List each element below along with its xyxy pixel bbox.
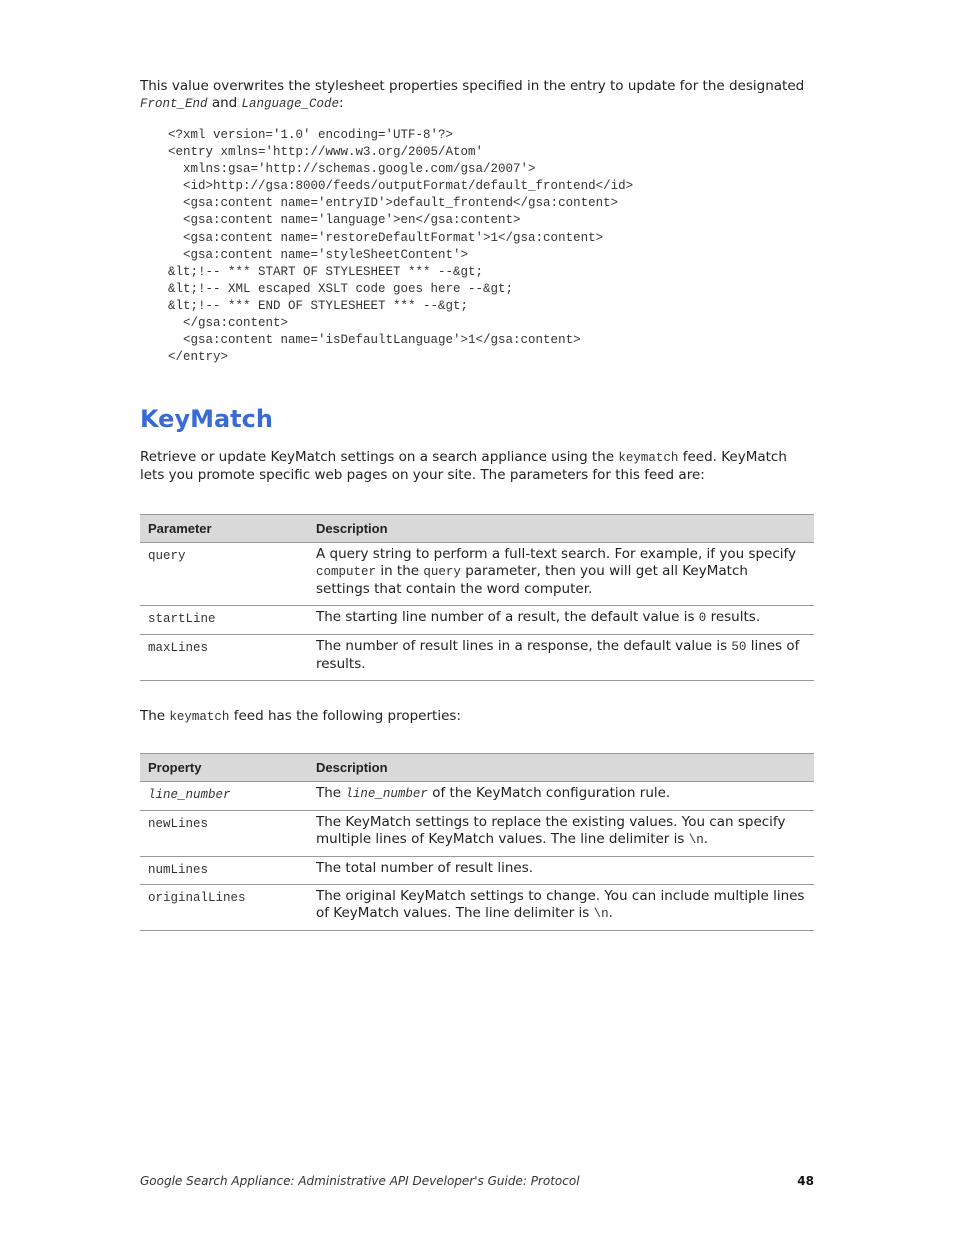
description-text: The KeyMatch settings to replace the existing values. You can specify multiple lines of KeyMatch values. The line delimiter is xyxy=(316,814,786,848)
property-description xyxy=(308,857,814,885)
intro-colon: : xyxy=(339,95,344,111)
table-row xyxy=(140,811,814,857)
xml-code-block: <?xml version='1.0' encoding='UTF-8'?> <entry xmlns='http://www.w3.org/2005/Atom' xmlns:gsa='http://schemas.google.com/gsa/2007'> <id>http://gsa:8000/feeds/outputFormat/default_frontend</id> <gsa:content name='entryID'>default_frontend</gsa:content> <gsa:content name='language'>en</gsa:content> <gsa:content name='restoreDefaultFormat'>1</gsa:content> <gsa:content name='styleSheetContent'> &lt;!-- *** START OF STYLESHEET *** --&gt; &lt;!-- XML escaped XSLT code goes here --&gt; &lt;!-- *** END OF STYLESHEET *** --&gt; </gsa:content> <gsa:content name='isDefaultLanguage'>1</gsa:content> </entry> xyxy=(168,128,634,365)
description-text: results. xyxy=(710,609,761,626)
description-text: The number of result lines in a response, the default value is xyxy=(316,638,728,655)
table-row xyxy=(140,885,814,931)
page-number: 48 xyxy=(797,1174,814,1188)
parameter-name-text: maxLines xyxy=(148,641,209,656)
description-column-header: Description xyxy=(308,754,814,782)
parameter-name-text: query xyxy=(148,549,186,564)
inline-code: query xyxy=(423,565,461,580)
description-text: . xyxy=(703,831,709,848)
description-text: A query string to perform a full-text search. For example, if you specify xyxy=(316,546,797,563)
page-content xyxy=(140,78,814,931)
keymatch-description xyxy=(140,449,814,484)
property-description xyxy=(308,885,814,931)
description-column-header: Description xyxy=(308,515,814,543)
description-text: . xyxy=(608,905,613,922)
properties-table xyxy=(140,753,814,931)
desc-text-1: Retrieve or update KeyMatch settings on a search appliance using the xyxy=(140,449,615,466)
parameter-description xyxy=(308,635,814,681)
property-name-text: numLines xyxy=(148,863,209,878)
table-header-row xyxy=(140,754,814,782)
table-row xyxy=(140,782,814,811)
page-footer xyxy=(140,1174,814,1188)
table-header-row xyxy=(140,515,814,543)
description-text: lines of results. xyxy=(316,638,800,673)
inline-code: \n xyxy=(688,833,704,848)
table-row xyxy=(140,543,814,606)
property-name-text: newLines xyxy=(148,817,209,832)
parameter-name xyxy=(140,543,308,606)
section-heading: KeyMatch xyxy=(140,405,273,434)
language-code-code: Language_Code xyxy=(241,97,340,111)
inline-code: \n xyxy=(593,907,609,922)
intro-paragraph xyxy=(140,78,814,113)
keymatch-code: keymatch xyxy=(169,710,230,725)
description-text: of the KeyMatch configuration rule. xyxy=(432,785,671,802)
parameter-name xyxy=(140,635,308,681)
inline-code: computer xyxy=(316,565,377,580)
inline-code: line_number xyxy=(345,787,428,802)
property-name-text: originalLines xyxy=(148,891,246,906)
description-text: The total number of result lines. xyxy=(316,860,534,877)
property-name-text: line_number xyxy=(148,788,231,803)
inline-code: 50 xyxy=(731,640,747,655)
parameter-column-header: Parameter xyxy=(140,515,308,543)
intro-text: This value overwrites the stylesheet properties specified in the entry to update for the designated xyxy=(140,78,805,94)
table-row xyxy=(140,635,814,681)
intro-and: and xyxy=(211,95,238,111)
parameter-description xyxy=(308,543,814,606)
parameter-name xyxy=(140,606,308,635)
property-name xyxy=(140,782,308,811)
description-text: parameter, then you will get all KeyMatch settings that contain the word computer. xyxy=(316,563,748,598)
description-text: The original KeyMatch settings to change. You can include multiple lines of KeyMatch values. The line delimiter is xyxy=(316,888,805,922)
desc-text-2: feed. KeyMatch lets you promote specific web pages on your site. The parameters for this feed are: xyxy=(140,449,787,484)
property-name xyxy=(140,857,308,885)
description-text: The xyxy=(316,785,342,802)
properties-text-2: feed has the following properties: xyxy=(233,708,461,725)
property-description xyxy=(308,782,814,811)
property-description xyxy=(308,811,814,857)
parameter-name-text: startLine xyxy=(148,612,216,627)
description-text: The starting line number of a result, the default value is xyxy=(316,609,695,626)
properties-intro xyxy=(140,708,814,726)
inline-code: 0 xyxy=(698,611,707,626)
front-end-code: Front_End xyxy=(140,97,208,111)
parameter-description xyxy=(308,606,814,635)
table-row xyxy=(140,857,814,885)
property-name xyxy=(140,885,308,931)
footer-title: Google Search Appliance: Administrative API Developer's Guide: Protocol xyxy=(140,1174,580,1188)
parameters-table xyxy=(140,514,814,681)
table-row xyxy=(140,606,814,635)
keymatch-code: keymatch xyxy=(618,451,679,466)
properties-text-1: The xyxy=(140,708,166,725)
property-name xyxy=(140,811,308,857)
description-text: in the xyxy=(380,563,420,580)
property-column-header: Property xyxy=(140,754,308,782)
